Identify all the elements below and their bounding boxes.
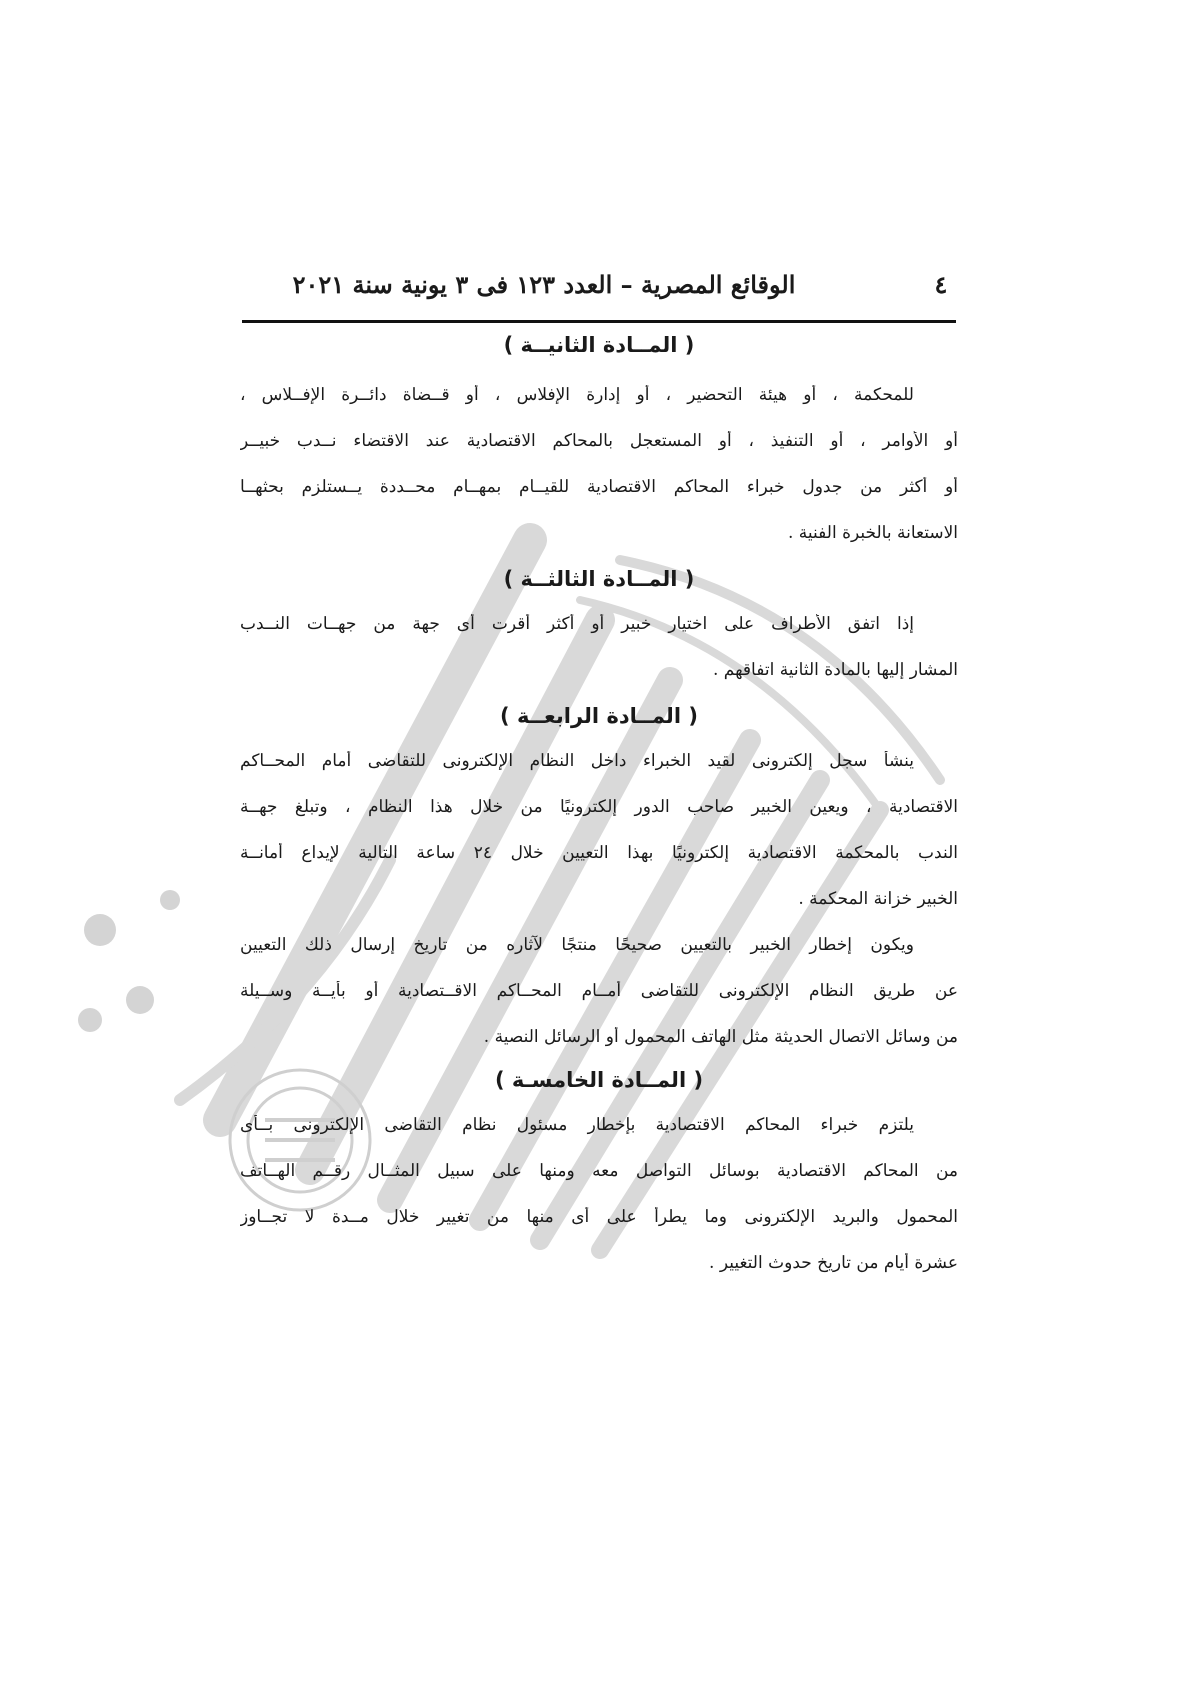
article-5-line-4: عشرة أيام من تاريخ حدوث التغيير . [709,1253,958,1273]
article-2-line-1: للمحكمة ، أو هيئة التحضير ، أو إدارة الإفلاس ، أو قــضاة دائــرة الإفــلاس ، [240,385,914,405]
article-2-line-3: أو أكثر من جدول خبراء المحاكم الاقتصادية للقيــام بمهــام محــددة يــستلزم بحثهــا [240,477,958,497]
article-3-heading: ( المــادة الثالثــة ) [503,567,695,591]
article-4-line-6: عن طريق النظام الإلكترونى للتقاضى أمــام المحــاكم الاقــتصادية أو بأيــة وســيلة [240,981,958,1001]
article-4-line-1: ينشأ سجل إلكترونى لقيد الخبراء داخل النظام الإلكترونى للتقاضى أمام المحــاكم [240,751,914,771]
article-4-line-7: من وسائل الاتصال الحديثة مثل الهاتف المحمول أو الرسائل النصية . [483,1027,958,1047]
article-4-line-5: ويكون إخطار الخبير بالتعيين صحيحًا منتجًا لآثاره من تاريخ إرسال ذلك التعيين [240,935,914,955]
article-2-heading: ( المــادة الثانيــة ) [503,333,695,357]
article-4-heading: ( المــادة الرابعــة ) [500,704,698,728]
article-5-line-1: يلتزم خبراء المحاكم الاقتصادية بإخطار مسئول نظام التقاضى الإلكترونى بــأى [240,1115,914,1135]
page-number: ٤ [934,270,948,299]
article-3-line-1: إذا اتفق الأطراف على اختيار خبير أو أكثر أقرت أى جهة من جهــات النــدب [240,614,914,634]
article-4-line-3: الندب بالمحكمة الاقتصادية إلكترونيًا بهذا التعيين خلال ٢٤ ساعة التالية لإيداع أمانــة [240,843,958,863]
article-5-heading: ( المــادة الخامسـة ) [494,1068,704,1092]
article-3-line-2: المشار إليها بالمادة الثانية اتفاقهم . [712,660,958,680]
article-4-line-4: الخبير خزانة المحكمة . [798,889,958,909]
article-2-line-2: أو الأوامر ، أو التنفيذ ، أو المستعجل بالمحاكم الاقتصادية عند الاقتضاء نــدب خبيــر [240,431,958,451]
page-header [242,268,956,308]
article-5-line-2: من المحاكم الاقتصادية بوسائل التواصل معه ومنها على سبيل المثــال رقــم الهــاتف [240,1161,958,1181]
gazette-title: الوقائع المصرية – العدد ١٢٣ فى ٣ يونية سنة ٢٠٢١ [292,270,796,299]
article-2-line-4: الاستعانة بالخبرة الفنية . [788,523,958,543]
header-rule [242,320,956,323]
article-4-line-2: الاقتصادية ، ويعين الخبير صاحب الدور إلكترونيًا من خلال هذا النظام ، وتبلغ جهــة [240,797,958,817]
article-5-line-3: المحمول والبريد الإلكترونى وما يطرأ على أى منها من تغيير خلال مــدة لا تجــاوز [240,1207,958,1227]
